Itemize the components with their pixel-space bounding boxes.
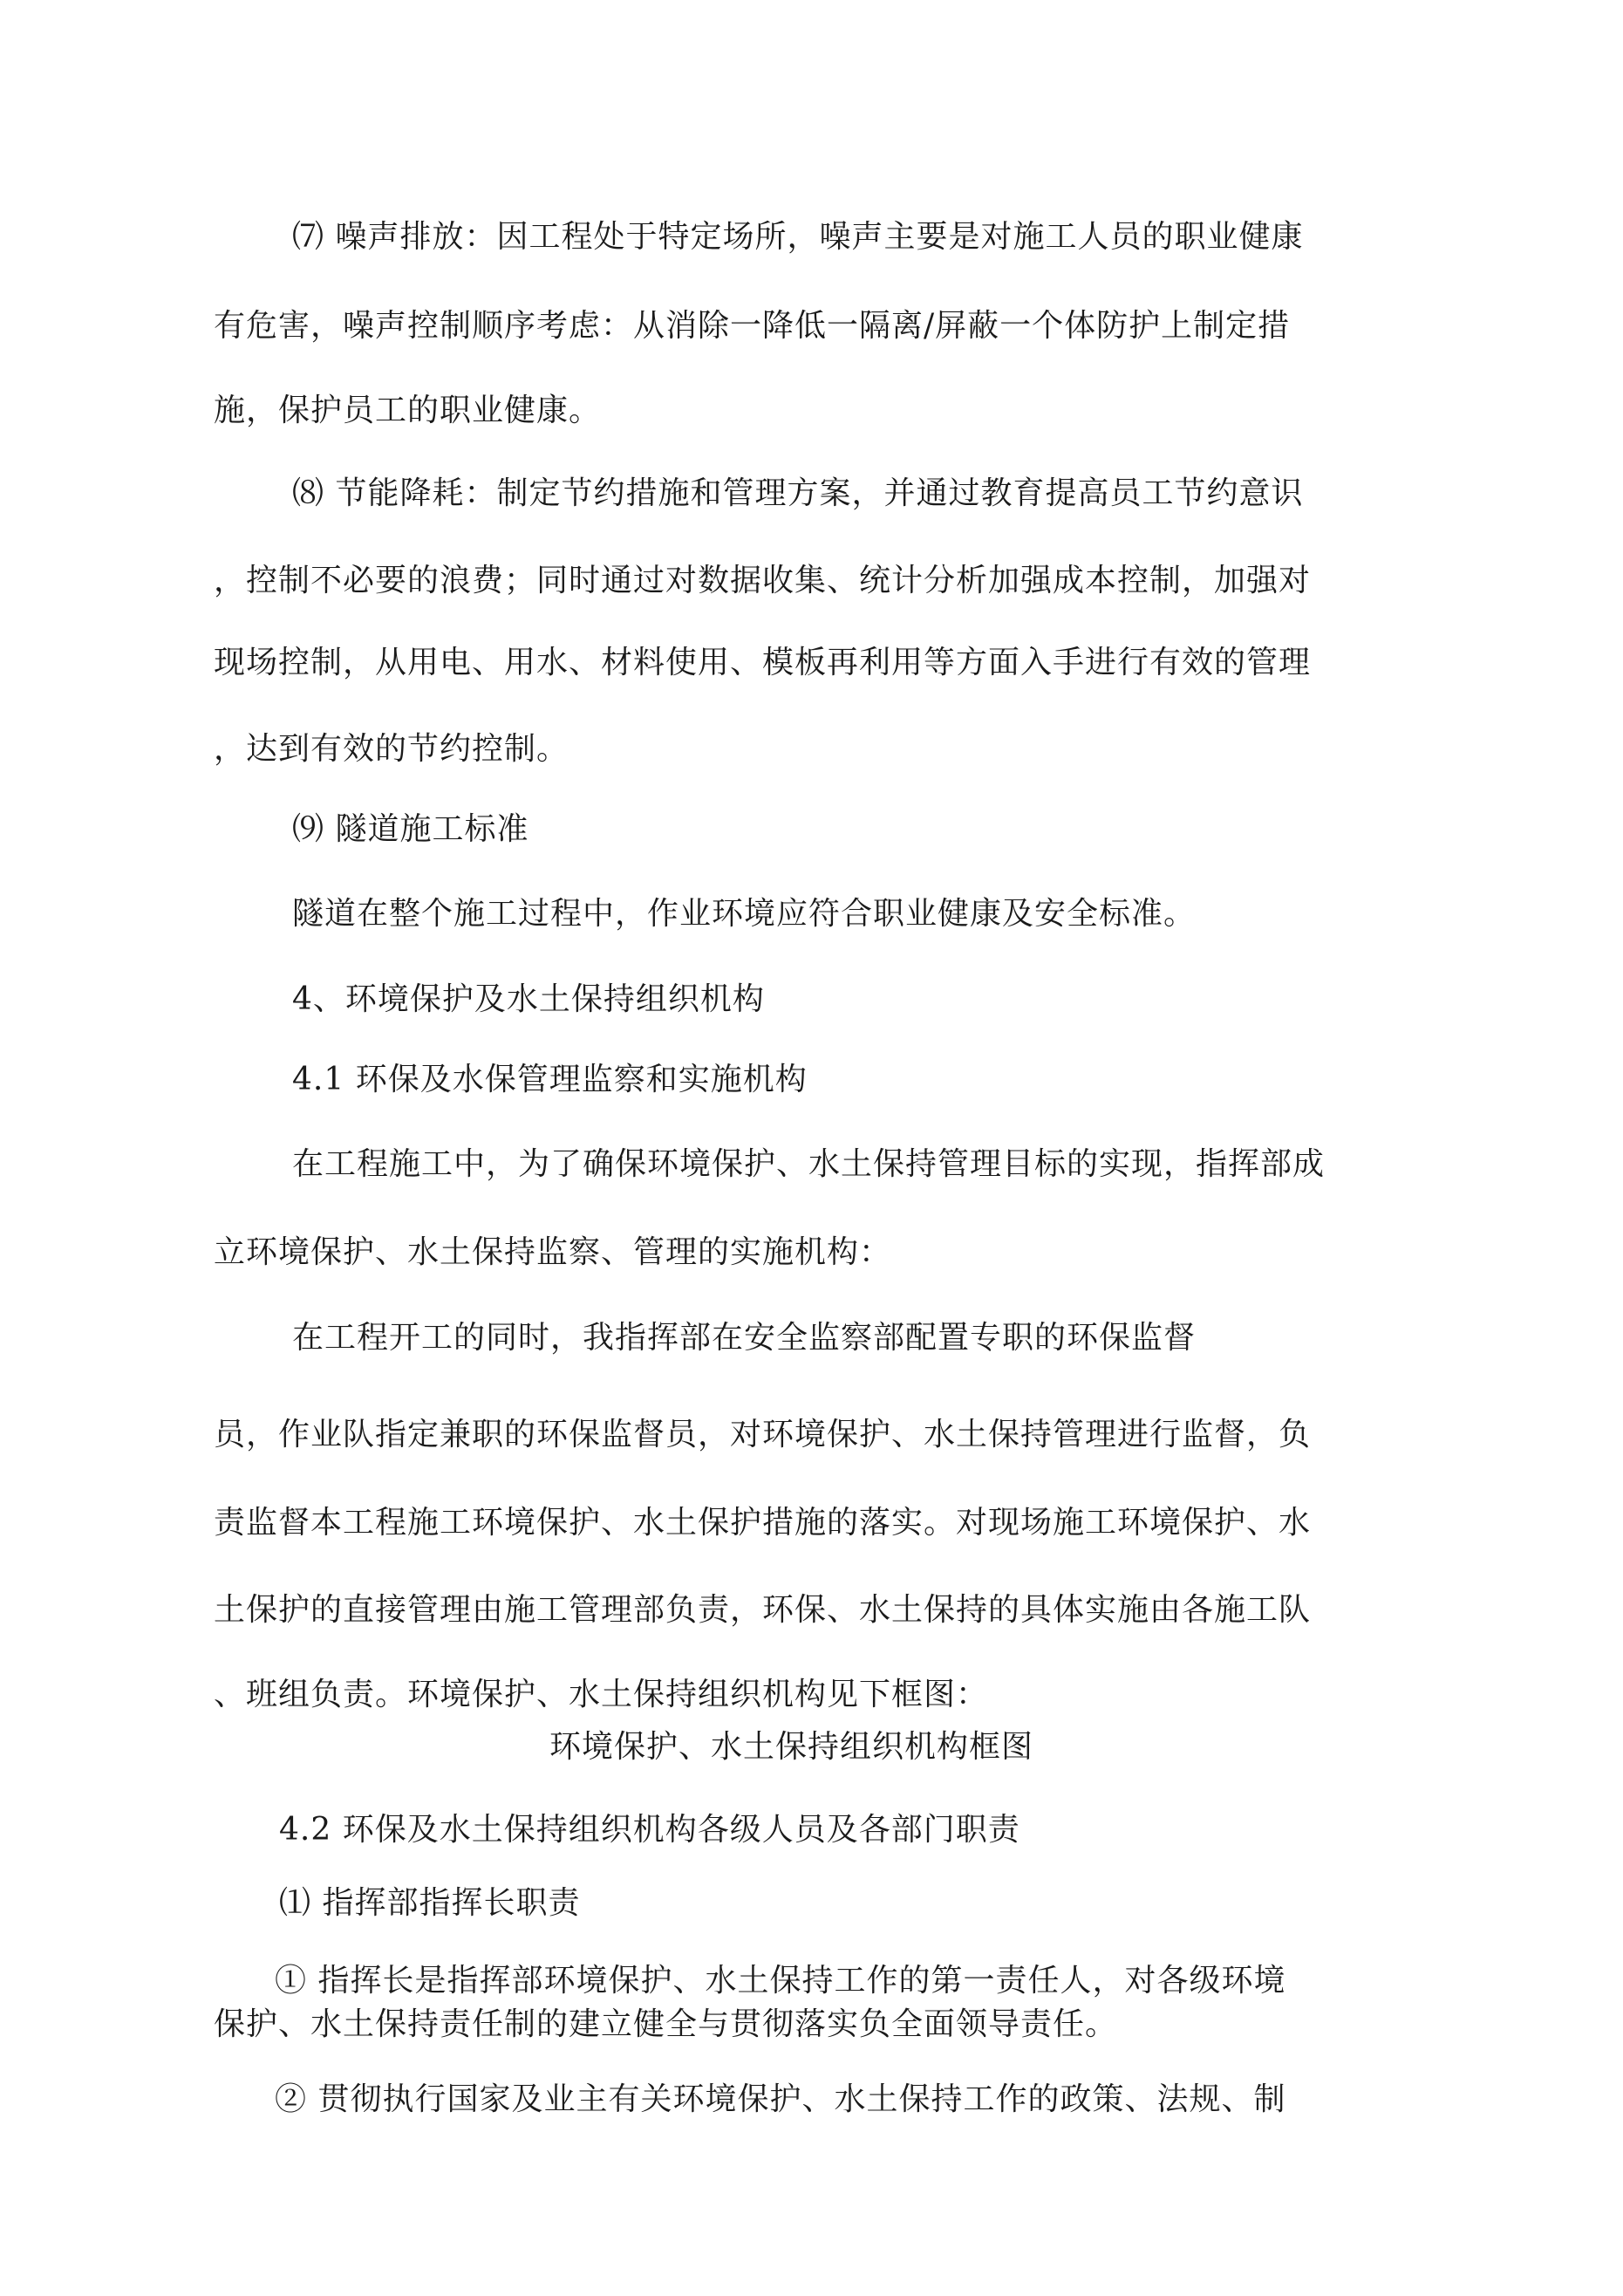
paragraph-line: 员，作业队指定兼职的环保监督员，对环境保护、水土保持管理进行监督，负 <box>214 1417 1312 1452</box>
energy-body-line: ，达到有效的节约控制。 <box>214 731 569 767</box>
duty-item-line: 保护、水土保持责任制的建立健全与贯彻落实负全面领导责任。 <box>214 2006 1118 2042</box>
paragraph-line: 立环境保护、水土保持监察、管理的实施机构： <box>214 1234 892 1270</box>
section-heading: 4、环境保护及水土保持组织机构 <box>292 981 765 1017</box>
paragraph-line: 责监督本工程施工环境保护、水土保护措施的落实。对现场施工环境保护、水 <box>214 1505 1312 1541</box>
figure-caption: 环境保护、水土保持组织机构框图 <box>549 1729 1034 1765</box>
tunnel-heading-line: ⑼ 隧道施工标准 <box>292 811 529 847</box>
paragraph-line: 在工程施工中，为了确保环境保护、水土保持管理目标的实现，指挥部成 <box>292 1146 1326 1182</box>
noise-heading-line: ⑺ 噪声排放：因工程处于特定场所，噪声主要是对施工人员的职业健康 <box>292 219 1304 255</box>
subsection-heading: 4.1 环保及水保管理监察和实施机构 <box>292 1062 808 1097</box>
energy-body-line: 现场控制，从用电、用水、材料使用、模板再利用等方面入手进行有效的管理 <box>214 645 1312 680</box>
paragraph-line: 、班组负责。环境保护、水土保持组织机构见下框图： <box>214 1677 989 1712</box>
tunnel-body-line: 隧道在整个施工过程中，作业环境应符合职业健康及安全标准。 <box>292 896 1197 932</box>
paragraph-line: 在工程开工的同时，我指挥部在安全监察部配置专职的环保监督 <box>292 1320 1197 1356</box>
energy-body-line: ，控制不必要的浪费；同时通过对数据收集、统计分析加强成本控制，加强对 <box>214 563 1312 598</box>
duty-heading-line: ⑴ 指挥部指挥长职责 <box>279 1885 581 1921</box>
noise-body-line: 有危害，噪声控制顺序考虑：从消除一降低一隔离/屏蔽一个体防护上制定措 <box>214 308 1291 344</box>
noise-body-line: 施，保护员工的职业健康。 <box>214 393 602 428</box>
subsection-heading: 4.2 环保及水土保持组织机构各级人员及各部门职责 <box>279 1812 1020 1848</box>
energy-heading-line: ⑻ 节能降耗：制定节约措施和管理方案，并通过教育提高员工节约意识 <box>292 475 1304 511</box>
duty-item-line: ② 贯彻执行国家及业主有关环境保护、水土保持工作的政策、法规、制 <box>275 2081 1286 2117</box>
duty-item-line: ① 指挥长是指挥部环境保护、水土保持工作的第一责任人，对各级环境 <box>275 1963 1286 1999</box>
paragraph-line: 土保护的直接管理由施工管理部负责，环保、水土保持的具体实施由各施工队 <box>214 1592 1312 1628</box>
